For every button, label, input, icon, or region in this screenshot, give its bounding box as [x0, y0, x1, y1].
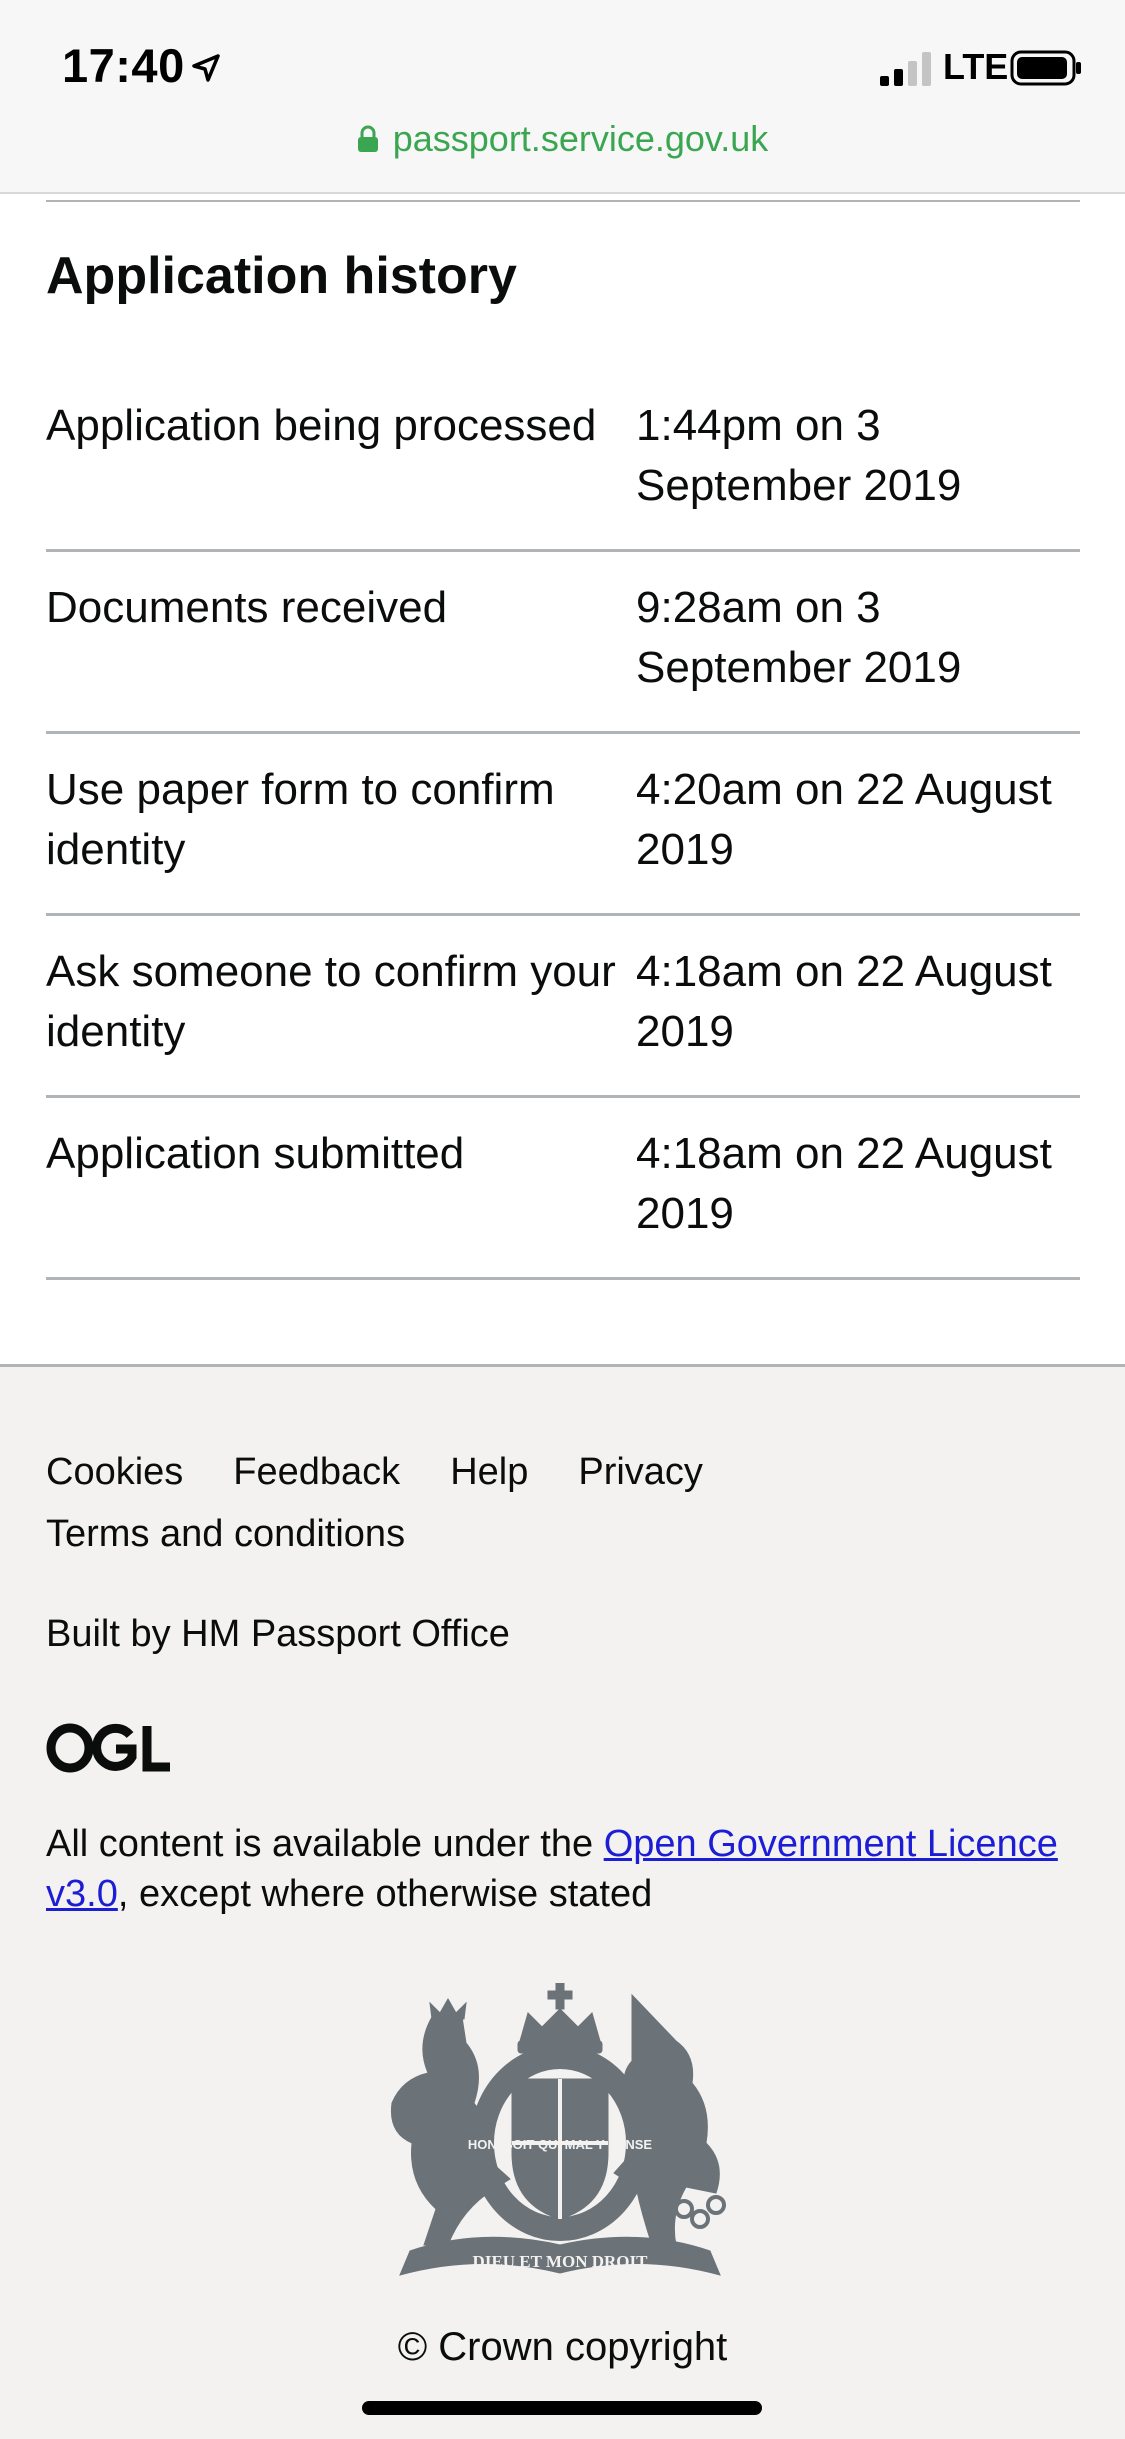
- history-row: [46, 370, 1080, 552]
- ogl-logo-icon: [46, 1721, 172, 1775]
- licence-suffix: , except where otherwise stated: [117, 1873, 653, 1915]
- history-event: Application being processed: [46, 401, 597, 450]
- footer-link-feedback[interactable]: Feedback: [233, 1451, 401, 1493]
- crest-motto-text: DIEU ET MON DROIT: [472, 2252, 648, 2271]
- licence-text: [46, 1819, 1080, 1919]
- footer-link-help[interactable]: Help: [450, 1451, 529, 1493]
- history-row: [46, 1098, 1080, 1280]
- licence-prefix: All content is available under the: [46, 1823, 604, 1865]
- history-row: [46, 734, 1080, 916]
- application-history-list: [46, 370, 1080, 1280]
- built-by-text: Built by HM Passport Office: [46, 1613, 510, 1655]
- browser-top-chrome: [0, 0, 1125, 194]
- crown-copyright: © Crown copyright: [397, 2325, 728, 2369]
- home-indicator[interactable]: [362, 2401, 762, 2415]
- lock-icon: [357, 125, 379, 153]
- footer-link-privacy[interactable]: Privacy: [578, 1451, 703, 1493]
- cellular-signal-icon: [880, 52, 934, 86]
- history-time: 4:18am on 22 August 2019: [636, 947, 1052, 1056]
- url-text: passport.service.gov.uk: [392, 118, 769, 159]
- location-arrow-icon: [190, 52, 222, 84]
- footer: [0, 1364, 1125, 2439]
- footer-links: [46, 1441, 1080, 1565]
- battery-icon: [1010, 50, 1082, 86]
- history-time: 4:18am on 22 August 2019: [636, 1129, 1052, 1238]
- section-divider: [46, 200, 1080, 202]
- history-event: Documents received: [46, 583, 448, 632]
- history-event: Application submitted: [46, 1129, 465, 1178]
- history-time: 1:44pm on 3 September 2019: [636, 401, 962, 510]
- history-event: Ask someone to confirm your identity: [46, 947, 616, 1056]
- history-row: [46, 552, 1080, 734]
- crest-garter-text: HONI SOIT QUI MAL Y PENSE: [467, 2137, 653, 2152]
- application-history-title: Application history: [46, 247, 517, 305]
- status-time: 17:40: [62, 39, 185, 92]
- history-time: 9:28am on 3 September 2019: [636, 583, 962, 692]
- royal-coat-of-arms-icon: [370, 1983, 750, 2293]
- open-government-licence-link[interactable]: Open Government Licence v3.0: [46, 1823, 1058, 1915]
- address-bar[interactable]: [0, 118, 1125, 160]
- history-time: 4:20am on 22 August 2019: [636, 765, 1052, 874]
- footer-link-terms[interactable]: Terms and conditions: [46, 1513, 406, 1555]
- history-event: Use paper form to confirm identity: [46, 765, 555, 874]
- network-type: LTE: [943, 46, 1009, 87]
- history-row: [46, 916, 1080, 1098]
- footer-link-cookies[interactable]: Cookies: [46, 1451, 184, 1493]
